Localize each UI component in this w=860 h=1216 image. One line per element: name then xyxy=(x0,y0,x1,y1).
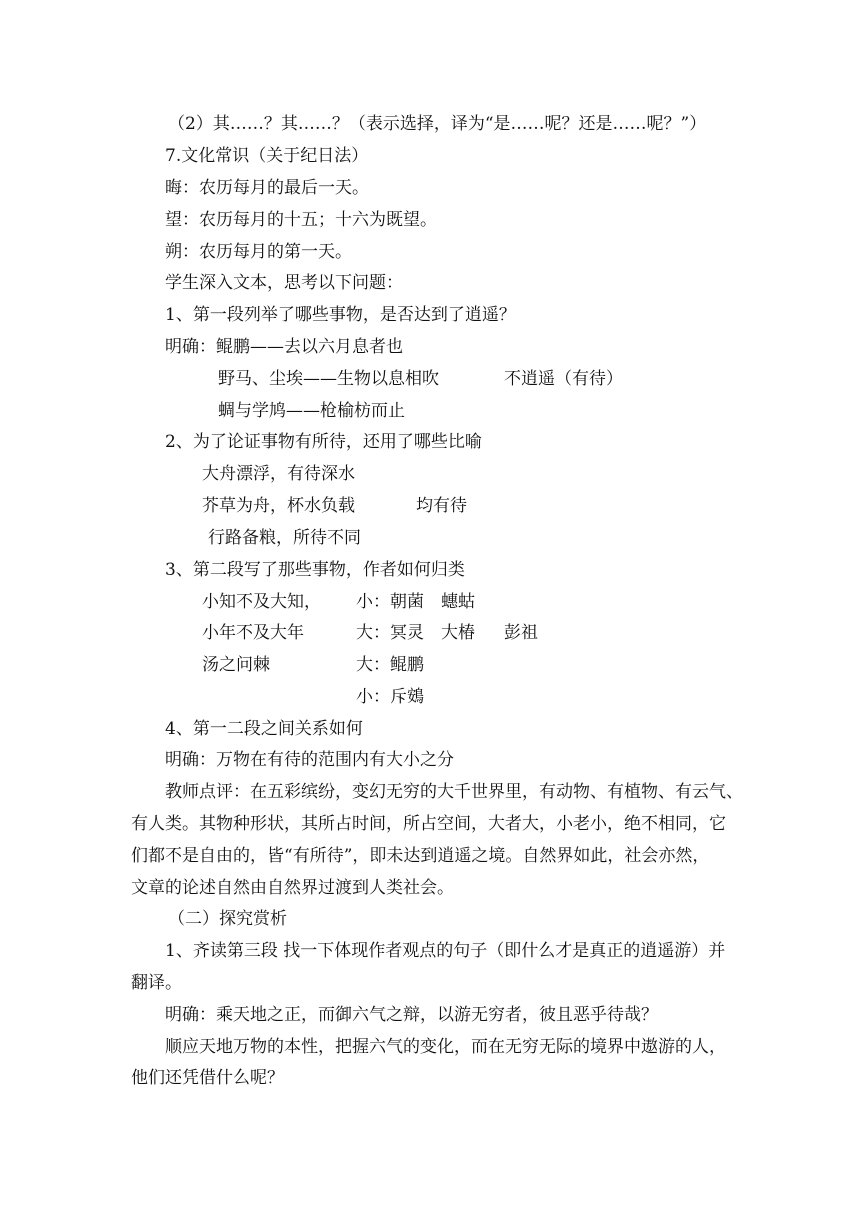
answer: 明确：乘天地之正，而御六气之辩，以游无穷者，彼且恶乎待哉？ xyxy=(165,1005,658,1025)
answer: 明确：鲲鹏——去以六月息者也 xyxy=(165,337,403,357)
text-line: 小年不及大年 xyxy=(202,623,304,643)
paragraph-line: 他们还凭借什么呢？ xyxy=(131,1068,284,1088)
question: 4、第一二段之间关系如何 xyxy=(165,719,363,739)
text-line: 望：农历每月的十五；十六为既望。 xyxy=(165,210,437,230)
text-line: 蜩与学鸠——枪榆枋而止 xyxy=(218,401,405,421)
text-line: 大：冥灵 大椿 xyxy=(356,623,475,643)
text-line: 野马、尘埃——生物以息相吹 xyxy=(218,369,439,389)
text-line: 行路备粮，所待不同 xyxy=(208,528,361,548)
paragraph-line: 文章的论述自然由自然界过渡到人类社会。 xyxy=(131,878,454,898)
question: 1、第一段列举了哪些事物，是否达到了逍遥？ xyxy=(165,305,516,325)
paragraph-line: 翻译。 xyxy=(131,973,182,993)
question: 1、齐读第三段 找一下体现作者观点的句子（即什么才是真正的逍遥游）并 xyxy=(165,941,726,961)
text-line: （2）其……？其……？（表示选择，译为“是……呢？还是……呢？”） xyxy=(168,114,707,134)
answer: 明确：万物在有待的范围内有大小之分 xyxy=(165,750,454,770)
text-line: 晦：农历每月的最后一天。 xyxy=(165,178,369,198)
text-line: 大：鲲鹏 xyxy=(356,655,424,675)
text-line: 小：朝菌 蟪蛄 xyxy=(356,592,475,612)
text-line: 学生深入文本，思考以下问题： xyxy=(165,273,403,293)
text-line: 芥草为舟，杯水负载 xyxy=(202,496,355,516)
paragraph-line: 顺应天地万物的本性，把握六气的变化，而在无穷无际的境界中遨游的人， xyxy=(165,1037,726,1057)
question: 3、第二段写了那些事物，作者如何归类 xyxy=(165,560,465,580)
text-line: 朔：农历每月的第一天。 xyxy=(165,242,352,262)
paragraph-line: 有人类。其物种形状，其所占时间，所占空间，大者大，小老小，绝不相同，它 xyxy=(131,814,726,834)
text-line: 小知不及大知， xyxy=(202,592,321,612)
paragraph-line: 教师点评：在五彩缤纷，变幻无穷的大千世界里，有动物、有植物、有云气、 xyxy=(165,782,743,802)
paragraph-line: 们都不是自由的，皆“有所待”，即未达到逍遥之境。自然界如此，社会亦然， xyxy=(131,846,710,866)
text-line: 不逍遥（有待） xyxy=(504,369,623,389)
section-heading: 7.文化常识（关于纪日法） xyxy=(165,146,369,166)
text-line: 小：斥鴳 xyxy=(356,687,424,707)
section-heading: （二）探究赏析 xyxy=(168,909,287,929)
text-line: 彭祖 xyxy=(504,623,538,643)
text-line: 汤之问棘 xyxy=(202,655,270,675)
question: 2、为了论证事物有所待，还用了哪些比喻 xyxy=(165,432,482,452)
text-line: 大舟漂浮，有待深水 xyxy=(202,464,355,484)
text-line: 均有待 xyxy=(416,496,467,516)
